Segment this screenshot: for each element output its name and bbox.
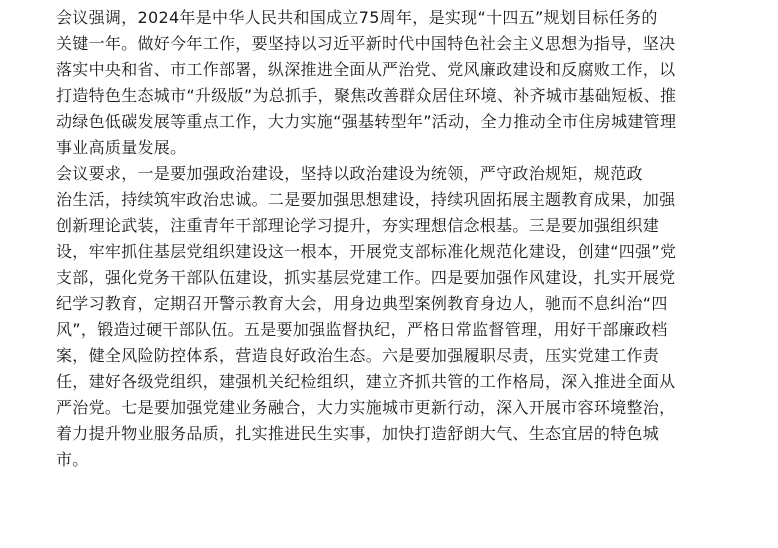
text-line: 事业高质量发展。 (56, 138, 187, 157)
text-line: 打造特色生态城市“升级版”为总抓手，聚焦改善群众居住环境、补齐城市基础短板、推 (56, 86, 677, 105)
text-line: 案，健全风险防控体系，营造良好政治生态。六是要加强履职尽责，压实党建工作责 (56, 346, 660, 365)
paragraph-meeting-requirements (24, 161, 756, 473)
text-line: 治生活，持续筑牢政治忠诚。二是要加强思想建设，持续巩固拓展主题教育成果，加强 (56, 190, 676, 209)
text-line: 落实中央和省、市工作部署，纵深推进全面从严治党、党风廉政建设和反腐败工作，以 (56, 60, 676, 79)
text-line: 创新理论武装，注重青年干部理论学习提升，夯实理想信念根基。三是要加强组织建 (56, 216, 660, 235)
text-line: 会议强调，2024年是中华人民共和国成立75周年，是实现“十四五”规划目标任务的 (56, 8, 658, 27)
text-line: 严治党。七是要加强党建业务融合，大力实施城市更新行动，深入开展市容环境整治， (56, 398, 676, 417)
text-line: 支部，强化党务干部队伍建设，抓实基层党建工作。四是要加强作风建设，扎实开展党 (56, 268, 676, 287)
text-line: 着力提升物业服务品质，扎实推进民生实事，加快打造舒朗大气、生态宜居的特色城 (56, 424, 660, 443)
text-line: 任，建好各级党组织，建强机关纪检组织，建立齐抓共管的工作格局，深入推进全面从 (56, 372, 676, 391)
text-line: 会议要求，一是要加强政治建设，坚持以政治建设为统领，严守政治规矩，规范政 (56, 164, 643, 183)
text-line: 动绿色低碳发展等重点工作，大力实施“强基转型年”活动，全力推动全市住房城建管理 (56, 112, 677, 131)
text-line: 设，牢牢抓住基层党组织建设这一根本，开展党支部标准化规范化建设，创建“四强”党 (56, 242, 677, 261)
paragraph-meeting-emphasis (24, 5, 756, 161)
text-line: 市。 (56, 450, 89, 469)
text-line: 关键一年。做好今年工作，要坚持以习近平新时代中国特色社会主义思想为指导，坚决 (56, 34, 676, 53)
text-line: 纪学习教育，定期召开警示教育大会，用身边典型案例教育身边人，驰而不息纠治“四 (56, 294, 668, 313)
text-line: 风”，锻造过硬干部队伍。五是要加强监督执纪，严格日常监督管理，用好干部廉政档 (56, 320, 668, 339)
